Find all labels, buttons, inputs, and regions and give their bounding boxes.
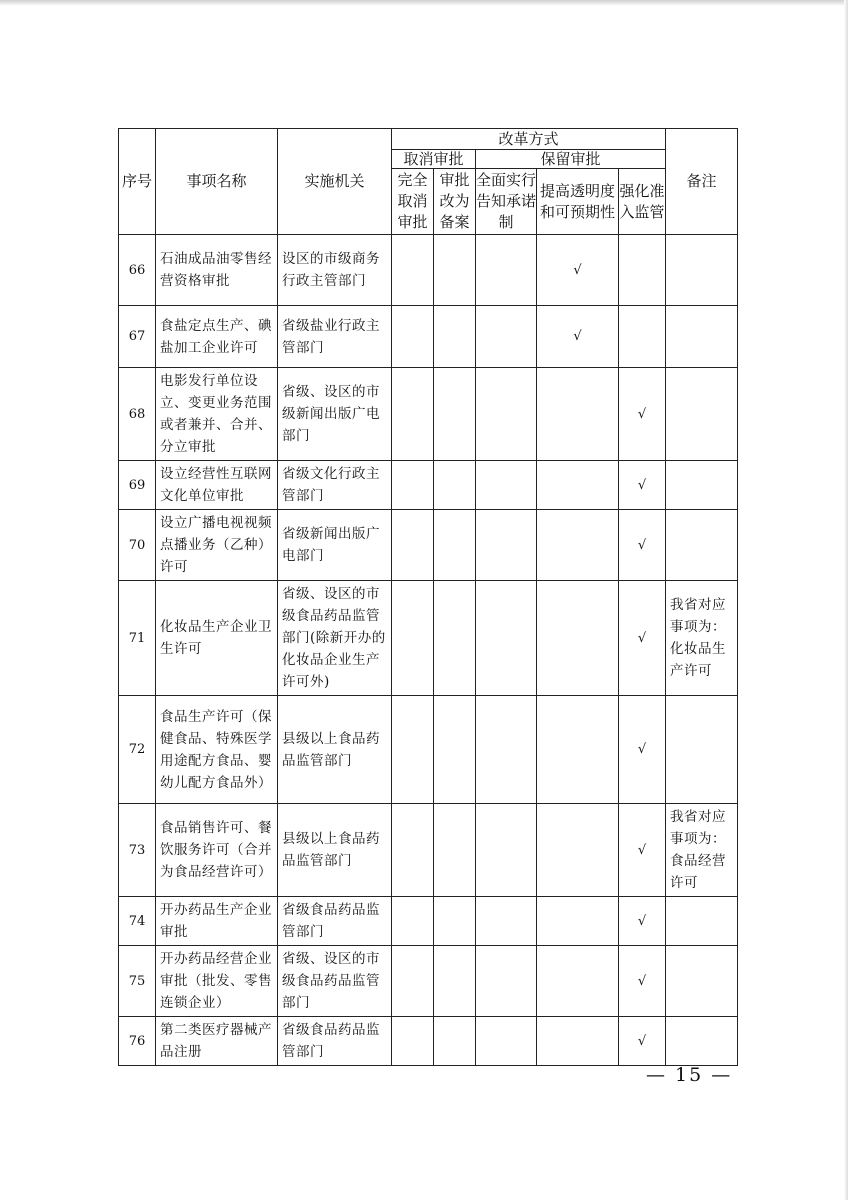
header-commitment: 全面实行告知承诺制 (476, 169, 537, 235)
row-name: 食品销售许可、餐饮服务许可（合并为食品经营许可） (156, 804, 278, 897)
row-agency: 省级盐业行政主管部门 (278, 306, 392, 368)
row-method-commitment (476, 804, 537, 897)
row-method-strengthen (619, 306, 666, 368)
scan-edge-right (844, 0, 848, 1200)
row-remark (666, 368, 738, 461)
row-seq: 76 (119, 1017, 156, 1066)
row-method-transparency (537, 897, 619, 946)
row-agency: 省级、设区的市级食品药品监管部门(除新开办的化妆品企业生产许可外) (278, 581, 392, 696)
row-agency: 省级文化行政主管部门 (278, 461, 392, 510)
check-mark-strengthen: √ (619, 897, 666, 946)
row-seq: 75 (119, 946, 156, 1017)
table-row (119, 368, 738, 461)
scan-edge-top (0, 0, 848, 6)
page-number: — 15 — (646, 1064, 733, 1086)
row-method-commitment (476, 696, 537, 804)
row-method-to-filing (434, 368, 476, 461)
check-mark-strengthen: √ (619, 510, 666, 581)
row-agency: 省级、设区的市级食品药品监管部门 (278, 946, 392, 1017)
reform-table (118, 128, 738, 1066)
table-row (119, 696, 738, 804)
check-mark-strengthen: √ (619, 581, 666, 696)
row-method-commitment (476, 1017, 537, 1066)
table-row (119, 1017, 738, 1066)
row-method-full-cancel (392, 946, 434, 1017)
row-method-strengthen (619, 235, 666, 306)
row-seq: 68 (119, 368, 156, 461)
table-row (119, 306, 738, 368)
row-method-full-cancel (392, 1017, 434, 1066)
row-name: 开办药品经营企业审批（批发、零售连锁企业） (156, 946, 278, 1017)
row-seq: 67 (119, 306, 156, 368)
row-method-to-filing (434, 510, 476, 581)
row-method-to-filing (434, 581, 476, 696)
table-row (119, 804, 738, 897)
table-row (119, 235, 738, 306)
row-name: 设立广播电视视频点播业务（乙种）许可 (156, 510, 278, 581)
row-remark (666, 1017, 738, 1066)
header-name: 事项名称 (156, 129, 278, 235)
row-method-commitment (476, 897, 537, 946)
row-agency: 省级、设区的市级新闻出版广电部门 (278, 368, 392, 461)
row-seq: 73 (119, 804, 156, 897)
row-method-to-filing (434, 235, 476, 306)
row-method-commitment (476, 306, 537, 368)
row-seq: 70 (119, 510, 156, 581)
row-remark (666, 946, 738, 1017)
row-method-full-cancel (392, 235, 434, 306)
header-agency: 实施机关 (278, 129, 392, 235)
header-remark: 备注 (666, 129, 738, 235)
table-header (119, 129, 738, 235)
row-remark: 我省对应事项为：化妆品生产许可 (666, 581, 738, 696)
row-name: 化妆品生产企业卫生许可 (156, 581, 278, 696)
row-method-commitment (476, 235, 537, 306)
row-method-full-cancel (392, 510, 434, 581)
row-method-transparency (537, 804, 619, 897)
row-remark: 我省对应事项为：食品经营许可 (666, 804, 738, 897)
row-method-to-filing (434, 461, 476, 510)
row-method-full-cancel (392, 581, 434, 696)
check-mark-strengthen: √ (619, 1017, 666, 1066)
row-seq: 72 (119, 696, 156, 804)
check-mark-strengthen: √ (619, 461, 666, 510)
row-agency: 省级食品药品监管部门 (278, 897, 392, 946)
row-method-transparency (537, 1017, 619, 1066)
row-seq: 69 (119, 461, 156, 510)
row-remark (666, 510, 738, 581)
row-method-commitment (476, 510, 537, 581)
table-row (119, 510, 738, 581)
row-remark (666, 897, 738, 946)
row-agency: 省级新闻出版广电部门 (278, 510, 392, 581)
row-method-commitment (476, 461, 537, 510)
row-method-to-filing (434, 696, 476, 804)
header-to-filing: 审批改为备案 (434, 169, 476, 235)
row-method-full-cancel (392, 696, 434, 804)
row-method-to-filing (434, 306, 476, 368)
row-remark (666, 235, 738, 306)
table-row (119, 897, 738, 946)
row-method-full-cancel (392, 306, 434, 368)
table-row (119, 461, 738, 510)
table-row (119, 946, 738, 1017)
row-method-transparency (537, 461, 619, 510)
row-method-transparency (537, 946, 619, 1017)
row-method-transparency (537, 696, 619, 804)
row-method-to-filing (434, 804, 476, 897)
check-mark-transparency: √ (537, 235, 619, 306)
row-remark (666, 461, 738, 510)
row-agency: 设区的市级商务行政主管部门 (278, 235, 392, 306)
row-method-commitment (476, 368, 537, 461)
row-method-transparency (537, 581, 619, 696)
row-method-to-filing (434, 1017, 476, 1066)
row-method-full-cancel (392, 804, 434, 897)
row-method-to-filing (434, 946, 476, 1017)
row-remark (666, 696, 738, 804)
row-name: 石油成品油零售经营资格审批 (156, 235, 278, 306)
table-row (119, 581, 738, 696)
row-method-full-cancel (392, 897, 434, 946)
row-method-transparency (537, 368, 619, 461)
row-method-to-filing (434, 897, 476, 946)
row-seq: 74 (119, 897, 156, 946)
row-name: 食盐定点生产、碘盐加工企业许可 (156, 306, 278, 368)
header-transparency: 提高透明度和可预期性 (537, 169, 619, 235)
row-method-full-cancel (392, 461, 434, 510)
check-mark-strengthen: √ (619, 804, 666, 897)
row-remark (666, 306, 738, 368)
row-method-full-cancel (392, 368, 434, 461)
row-agency: 省级食品药品监管部门 (278, 1017, 392, 1066)
row-method-commitment (476, 946, 537, 1017)
check-mark-strengthen: √ (619, 946, 666, 1017)
row-name: 第二类医疗器械产品注册 (156, 1017, 278, 1066)
check-mark-strengthen: √ (619, 696, 666, 804)
row-name: 开办药品生产企业审批 (156, 897, 278, 946)
row-agency: 县级以上食品药品监管部门 (278, 804, 392, 897)
check-mark-transparency: √ (537, 306, 619, 368)
row-name: 设立经营性互联网文化单位审批 (156, 461, 278, 510)
row-name: 电影发行单位设立、变更业务范围或者兼并、合并、分立审批 (156, 368, 278, 461)
table-body (119, 235, 738, 1066)
header-cancel-group: 取消审批 (392, 150, 476, 169)
header-full-cancel: 完全取消审批 (392, 169, 434, 235)
header-reform-method: 改革方式 (392, 129, 666, 150)
row-method-transparency (537, 510, 619, 581)
row-seq: 71 (119, 581, 156, 696)
header-retain-group: 保留审批 (476, 150, 666, 169)
row-method-commitment (476, 581, 537, 696)
row-name: 食品生产许可（保健食品、特殊医学用途配方食品、婴幼儿配方食品外） (156, 696, 278, 804)
check-mark-strengthen: √ (619, 368, 666, 461)
row-seq: 66 (119, 235, 156, 306)
header-strengthen: 强化准入监管 (619, 169, 666, 235)
row-agency: 县级以上食品药品监管部门 (278, 696, 392, 804)
header-seq: 序号 (119, 129, 156, 235)
